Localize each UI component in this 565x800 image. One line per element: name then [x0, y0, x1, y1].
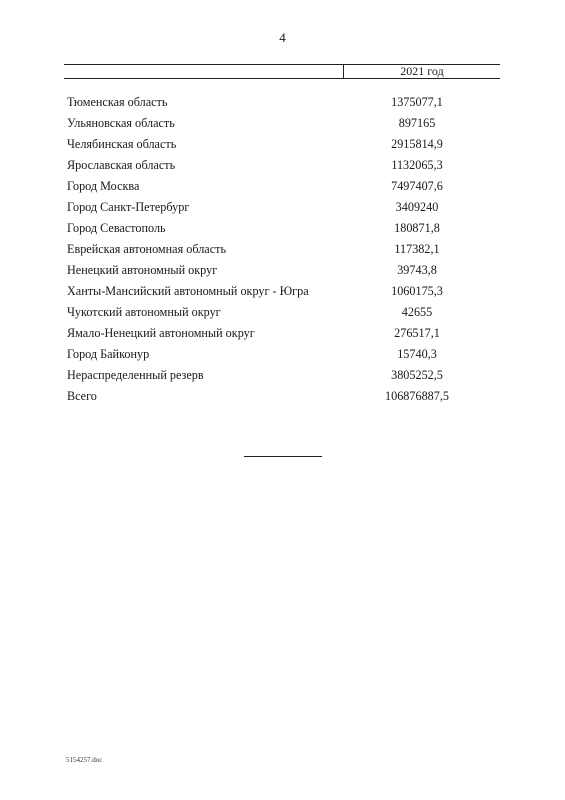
region-value: 7497407,6 [391, 179, 443, 193]
table-row [67, 176, 467, 197]
page-number: 4 [279, 30, 286, 45]
region-name: Город Москва [67, 179, 140, 193]
region-name: Город Севастополь [67, 221, 166, 235]
region-name: Еврейская автономная область [67, 242, 227, 256]
region-name: Город Байконур [67, 347, 150, 361]
region-name: Нераспределенный резерв [67, 368, 204, 382]
region-name: Ямало-Ненецкий автономный округ [67, 326, 255, 340]
region-value: 2915814,9 [391, 137, 443, 151]
region-name: Ярославская область [67, 158, 176, 172]
region-value: 1132065,3 [391, 158, 443, 172]
table-row [67, 218, 467, 239]
region-value: 1060175,3 [391, 284, 443, 298]
header-bottom-rule [64, 78, 500, 79]
region-name: Ненецкий автономный округ [67, 263, 218, 277]
table-row [67, 365, 467, 386]
region-value: 180871,8 [394, 221, 440, 235]
region-value: 897165 [398, 116, 436, 130]
region-value: 276517,1 [394, 326, 440, 340]
total-label: Всего [67, 389, 97, 403]
table-row [67, 134, 467, 155]
table-row [67, 344, 467, 365]
region-value: 3409240 [395, 200, 439, 214]
table-row [67, 260, 467, 281]
region-value: 39743,8 [397, 263, 437, 277]
table-row [67, 197, 467, 218]
table-row-total [67, 386, 467, 407]
region-name: Город Санкт-Петербург [67, 200, 190, 214]
region-value: 42655 [401, 305, 433, 319]
document-code: 5154257.doc [66, 756, 103, 764]
region-name: Тюменская область [67, 95, 168, 109]
allocation-table [67, 92, 467, 407]
table-row [67, 92, 467, 113]
region-value: 15740,3 [397, 347, 437, 361]
end-of-table-rule [244, 456, 322, 457]
column-header-year: 2021 год [400, 64, 444, 78]
region-name: Чукотский автономный округ [67, 305, 221, 319]
table-row [67, 155, 467, 176]
table-row [67, 302, 467, 323]
table-row [67, 323, 467, 344]
total-value: 106876887,5 [385, 389, 449, 403]
region-value: 117382,1 [394, 242, 440, 256]
region-name: Ульяновская область [67, 116, 175, 130]
region-name: Челябинская область [67, 137, 177, 151]
region-value: 1375077,1 [391, 95, 443, 109]
region-name: Ханты-Мансийский автономный округ - Югра [67, 284, 309, 298]
table-row [67, 113, 467, 134]
region-value: 3805252,5 [391, 368, 443, 382]
table-row [67, 239, 467, 260]
table-row [67, 281, 467, 302]
